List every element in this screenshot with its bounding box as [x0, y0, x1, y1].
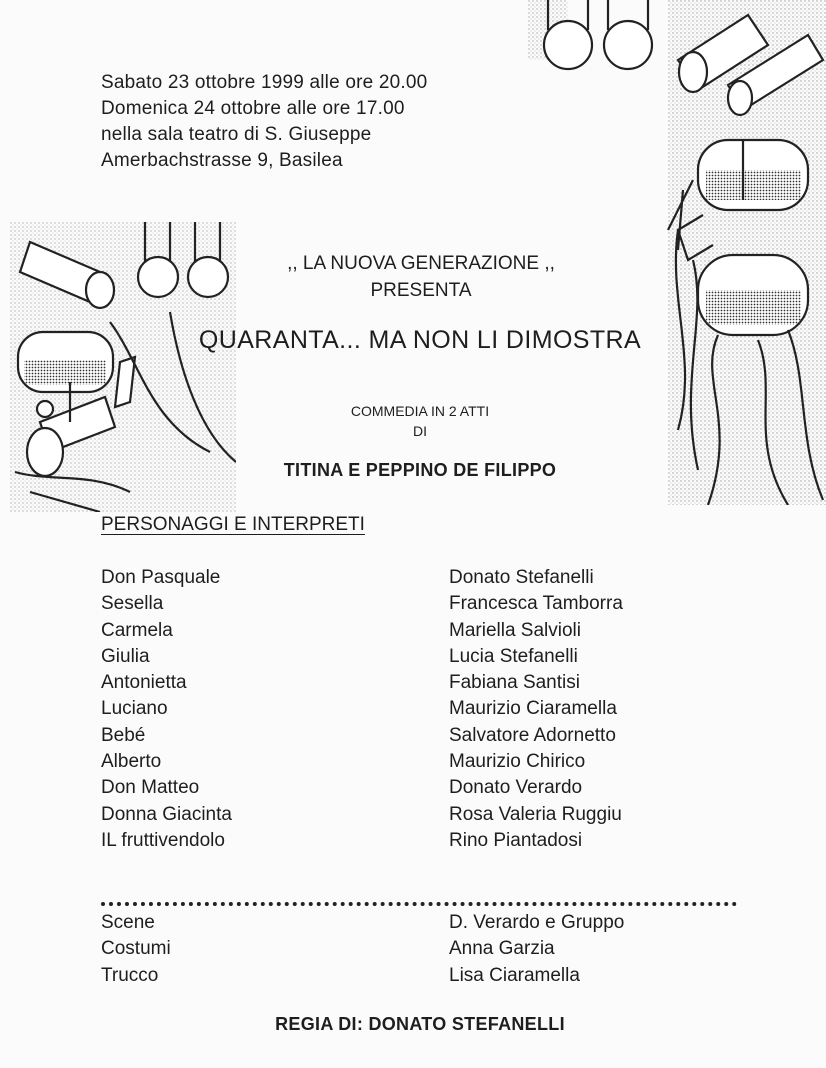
by-label: DI — [413, 423, 427, 439]
play-subtitle: COMMEDIA IN 2 ATTI — [350, 403, 490, 419]
presents-label: PRESENTA — [370, 280, 472, 301]
cast-role: Antonietta — [101, 672, 187, 694]
crew-role: Scene — [101, 912, 155, 933]
cast-actor: Salvatore Adornetto — [449, 724, 616, 746]
crew-member: Anna Garzia — [449, 938, 555, 960]
cast-role: Don Matteo — [101, 777, 200, 799]
cast-role: Sesella — [101, 593, 164, 615]
company-name: ,, LA NUOVA GENERAZIONE ,, — [287, 253, 555, 274]
cast-role: Luciano — [101, 698, 168, 720]
cast-row — [101, 802, 721, 828]
cast-role: IL fruttivendolo — [101, 829, 225, 851]
event-address: Amerbachstrasse 9, Basilea — [101, 150, 343, 171]
crew-row — [101, 963, 721, 989]
cast-actor: Donato Stefanelli — [449, 567, 594, 588]
cast-actor: Lucia Stefanelli — [449, 645, 578, 667]
cast-row — [101, 565, 721, 591]
cast-heading: PERSONAGGI E INTERPRETI — [101, 514, 365, 535]
crew-list — [101, 910, 721, 989]
dotted-divider — [101, 902, 737, 906]
cast-actor: Francesca Tamborra — [449, 593, 623, 615]
event-info — [101, 70, 427, 174]
cast-actor: Maurizio Chirico — [449, 751, 586, 773]
director-credit: REGIA DI: DONATO STEFANELLI — [275, 1014, 565, 1034]
cast-role: Giulia — [101, 645, 150, 667]
cast-role: Carmela — [101, 619, 173, 641]
company-block — [236, 250, 606, 304]
event-venue: nella sala teatro di S. Giuseppe — [101, 124, 372, 145]
cast-actor: Rosa Valeria Ruggiu — [449, 803, 622, 825]
cast-role: Donna Giacinta — [101, 803, 232, 825]
cast-list — [101, 565, 721, 854]
cast-row — [101, 696, 721, 722]
cast-row — [101, 749, 721, 775]
cast-row — [101, 618, 721, 644]
play-subtitle-block — [300, 401, 540, 441]
cast-row — [101, 775, 721, 801]
cast-row — [101, 670, 721, 696]
cast-role: Alberto — [101, 751, 162, 773]
cast-role: Don Pasquale — [101, 567, 221, 588]
cast-actor: Maurizio Ciaramella — [449, 698, 617, 720]
play-title: QUARANTA... MA NON LI DIMOSTRA — [198, 326, 642, 354]
crew-member: Lisa Ciaramella — [449, 964, 580, 986]
cast-row — [101, 723, 721, 749]
crew-row — [101, 936, 721, 962]
play-authors: TITINA E PEPPINO DE FILIPPO — [283, 460, 557, 480]
event-date-1: Sabato 23 ottobre 1999 alle ore 20.00 — [101, 72, 428, 93]
cast-actor: Mariella Salvioli — [449, 619, 581, 641]
crew-row — [101, 910, 721, 936]
cast-row — [101, 591, 721, 617]
cast-row — [101, 644, 721, 670]
crew-role: Trucco — [101, 964, 159, 986]
crew-role: Costumi — [101, 938, 171, 960]
cast-row — [101, 828, 721, 854]
event-date-2: Domenica 24 ottobre alle ore 17.00 — [101, 98, 405, 119]
cast-actor: Rino Piantadosi — [449, 829, 583, 851]
crew-member: D. Verardo e Gruppo — [449, 912, 625, 933]
cast-actor: Fabiana Santisi — [449, 672, 580, 694]
cast-role: Bebé — [101, 724, 146, 746]
cast-actor: Donato Verardo — [449, 777, 583, 799]
